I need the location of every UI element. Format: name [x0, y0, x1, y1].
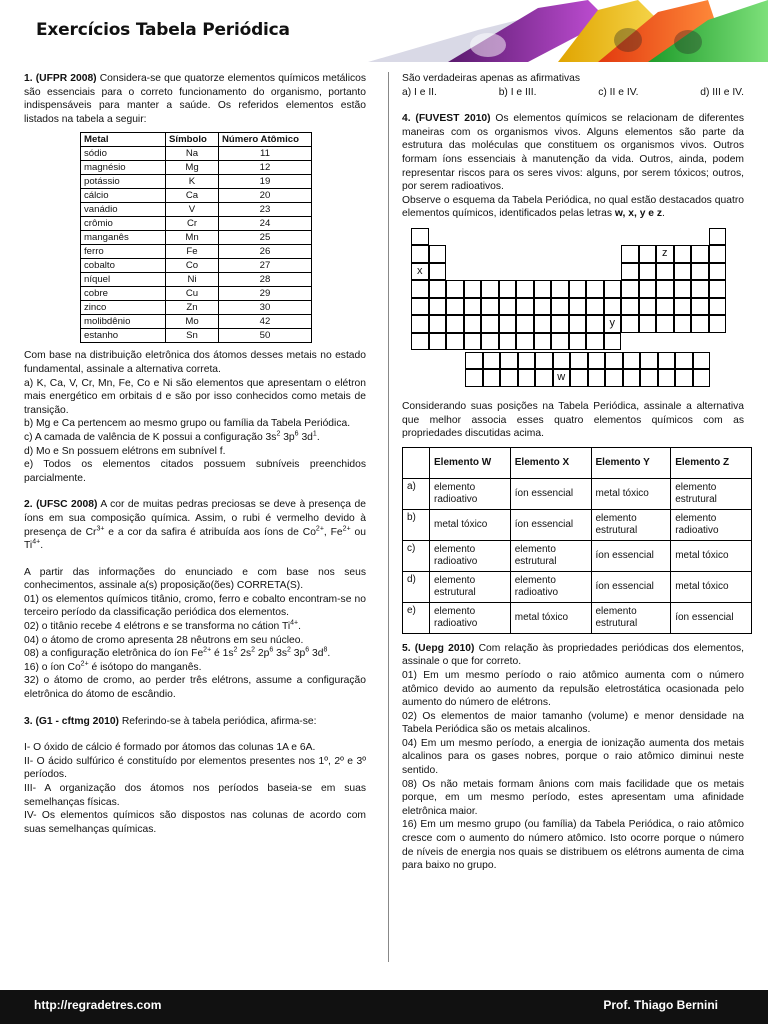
f-block-cell: [465, 369, 483, 387]
periodic-table-cell: [516, 315, 534, 333]
f-block-cell: [693, 352, 711, 370]
q4-table-header-row: [403, 447, 752, 478]
metals-table-cell: sódio: [81, 147, 166, 161]
periodic-table-cell: [709, 263, 727, 281]
periodic-table-cell: [586, 280, 604, 298]
metals-table-cell: 20: [219, 189, 312, 203]
metals-table-cell: Mn: [166, 231, 219, 245]
periodic-table-cell: [411, 315, 429, 333]
periodic-table-diagram: [412, 229, 728, 333]
periodic-table-cell: [551, 280, 569, 298]
metals-table-header: Símbolo: [166, 133, 219, 147]
periodic-table-cell: [446, 315, 464, 333]
f-block-cell: [658, 352, 676, 370]
f-block-cell: [500, 369, 518, 387]
q4-table-header: Elemento X: [510, 447, 591, 478]
periodic-table-cell: [569, 315, 587, 333]
metals-table-cell: manganês: [81, 231, 166, 245]
f-block-cell: [500, 352, 518, 370]
periodic-table-cell: [569, 280, 587, 298]
periodic-table-cell: [551, 298, 569, 316]
periodic-table-cell: [586, 298, 604, 316]
periodic-table-cell: [586, 315, 604, 333]
periodic-table-cell: [709, 245, 727, 263]
metals-table-row: [81, 203, 312, 217]
q4-table-row: [403, 602, 752, 633]
q3-intro: 3. (G1 - cftmg 2010) Referindo-se à tabela periódica, afirma-se:: [24, 715, 317, 727]
f-block-cell: [465, 352, 483, 370]
periodic-table-cell: [464, 298, 482, 316]
element-x-cell: x: [411, 263, 429, 281]
f-block-cell: [588, 352, 606, 370]
q2-option-01: 01) os elementos químicos titânio, cromo, ferro e cobalto encontram-se no terceiro período da classificação periódica dos elementos.: [24, 593, 366, 619]
periodic-table-cell: [481, 298, 499, 316]
column-divider: [388, 72, 389, 962]
periodic-table-cell: [691, 263, 709, 281]
footer-url-link[interactable]: http://regradetres.com: [34, 998, 162, 1012]
metals-table-cell: Ca: [166, 189, 219, 203]
q5-option-01: 01) Em um mesmo período o raio atômico aumenta com o número atômico devido ao aumento da repulsão eletrostática ocasionada pelo aumento do número de elétrons.: [402, 669, 744, 709]
periodic-table-cell: [516, 333, 534, 351]
metals-table-row: [81, 259, 312, 273]
f-block-cell: [693, 369, 711, 387]
periodic-table-cell: [464, 333, 482, 351]
metals-table-cell: magnésio: [81, 161, 166, 175]
element-y-cell: y: [604, 315, 622, 333]
f-block-cell: [640, 369, 658, 387]
q4-table-cell: íon essencial: [671, 602, 752, 633]
periodic-table-cell: [691, 298, 709, 316]
q3-options: [402, 86, 744, 100]
element-z-cell: z: [656, 245, 674, 263]
q4-table-header: Elemento W: [430, 447, 511, 478]
periodic-table-cell: [481, 280, 499, 298]
periodic-table-cell: [499, 315, 517, 333]
periodic-table-cell: [481, 333, 499, 351]
element-w-cell: w: [553, 369, 571, 387]
q3-option-b: b) I e III.: [498, 86, 537, 98]
metals-table-cell: 28: [219, 273, 312, 287]
periodic-table-cell: [639, 280, 657, 298]
periodic-table-cell: [656, 298, 674, 316]
f-block-cell: [623, 369, 641, 387]
periodic-table-cell: [429, 333, 447, 351]
metals-table-cell: 24: [219, 217, 312, 231]
metals-table-row: [81, 217, 312, 231]
metals-table-row: [81, 245, 312, 259]
f-block-cell: [623, 352, 641, 370]
f-block-cell: [570, 352, 588, 370]
metals-table-cell: molibdênio: [81, 315, 166, 329]
q1-stem: Com base na distribuição eletrônica dos átomos desses metais no estado fundamental, assinale a alternativa correta.: [24, 350, 366, 375]
periodic-table-cell: [691, 245, 709, 263]
periodic-table-cell: [569, 333, 587, 351]
q3-option-d: d) III e IV.: [700, 86, 744, 98]
periodic-table-cell: [429, 298, 447, 316]
metals-table-cell: 25: [219, 231, 312, 245]
q4-table-cell: elemento estrutural: [591, 509, 671, 540]
f-block-cell: [553, 352, 571, 370]
metals-table-row: [81, 147, 312, 161]
periodic-table-cell: [499, 333, 517, 351]
metals-table-cell: Cu: [166, 287, 219, 301]
periodic-table-cell: [709, 228, 727, 246]
q4-table-cell: elemento estrutural: [430, 571, 511, 602]
periodic-table-cell: [639, 263, 657, 281]
periodic-table-cell: [499, 280, 517, 298]
q4-table-row: [403, 540, 752, 571]
metals-table-row: [81, 231, 312, 245]
metals-table-cell: 30: [219, 301, 312, 315]
periodic-table-cell: [534, 333, 552, 351]
metals-table-cell: 29: [219, 287, 312, 301]
q4-table-cell: metal tóxico: [671, 571, 752, 602]
periodic-table-cell: [551, 315, 569, 333]
metals-table-cell: Mo: [166, 315, 219, 329]
periodic-table-cell: [604, 280, 622, 298]
periodic-table-cell: [674, 263, 692, 281]
q3-stem: São verdadeiras apenas as afirmativas: [402, 73, 581, 84]
metals-table-cell: cálcio: [81, 189, 166, 203]
metals-table-row: [81, 175, 312, 189]
periodic-table-cell: [674, 298, 692, 316]
right-column: [402, 72, 744, 873]
periodic-table-cell: [639, 245, 657, 263]
test-tubes-image: [328, 0, 768, 62]
f-block-cell: [605, 352, 623, 370]
q2-option-32: 32) o átomo de cromo, ao perder três elétrons, assume a configuração eletrônica do átomo de escândio.: [24, 675, 366, 701]
metals-table-cell: 19: [219, 175, 312, 189]
periodic-table-cell: [621, 263, 639, 281]
metals-table-row: [81, 315, 312, 329]
periodic-table-cell: [621, 245, 639, 263]
f-block-cell: [605, 369, 623, 387]
metals-table-row: [81, 161, 312, 175]
q2-option-16: 16) o íon $Co^{2+}$ é isótopo do manganês.: [24, 660, 202, 673]
footer-author: Prof. Thiago Bernini: [603, 998, 718, 1012]
metals-table-cell: 42: [219, 315, 312, 329]
periodic-table-cell: [534, 315, 552, 333]
q4-table-cell: metal tóxico: [591, 478, 671, 509]
q4-table-cell: d): [403, 571, 430, 602]
metals-table-cell: estanho: [81, 329, 166, 343]
metals-table-header: Número Atômico: [219, 133, 312, 147]
q2-option-08: 08) a configuração eletrônica do íon $Fe^{2+}$ é $1s^2$ $2s^2$ $2p^6$ $3s^2$ $3p^6$ $3d^8$.: [24, 646, 331, 660]
periodic-table-cell: [464, 315, 482, 333]
q2-stem: A partir das informações do enunciado e com base nos seus conhecimentos, assinale a(s) proposição(ões) CORRETA(S).: [24, 566, 366, 592]
periodic-table-cell: [534, 298, 552, 316]
periodic-table-cell: [709, 280, 727, 298]
q4-table-cell: a): [403, 478, 430, 509]
f-block-cell: [535, 369, 553, 387]
periodic-table-cell: [464, 280, 482, 298]
periodic-table-cell: [446, 280, 464, 298]
metals-table-row: [81, 301, 312, 315]
metals-table-cell: 11: [219, 147, 312, 161]
periodic-table-cell: [621, 298, 639, 316]
q4-table-cell: metal tóxico: [671, 540, 752, 571]
q1-option-d: d) Mo e Sn possuem elétrons em subnível f.: [24, 445, 226, 457]
metals-table-cell: Fe: [166, 245, 219, 259]
periodic-table-cell: [604, 298, 622, 316]
periodic-table-cell: [709, 298, 727, 316]
q4-table-cell: elemento estrutural: [591, 602, 671, 633]
periodic-table-cell: [586, 333, 604, 351]
periodic-table-cell: [674, 280, 692, 298]
periodic-table-cell: [639, 298, 657, 316]
metals-table-row: [81, 329, 312, 343]
periodic-table-cell: [551, 333, 569, 351]
metals-table-row: [81, 189, 312, 203]
metals-table-cell: 12: [219, 161, 312, 175]
periodic-table-cell: [411, 245, 429, 263]
q1-option-c: c) A camada de valência de K possui a configuração $3s^2$ $3p^6$ $3d^1$.: [24, 430, 320, 443]
q4-table-cell: íon essencial: [591, 540, 671, 571]
periodic-table-cell: [674, 315, 692, 333]
periodic-table-cell: [604, 333, 622, 351]
periodic-table-cell: [411, 228, 429, 246]
periodic-table-cell: [516, 298, 534, 316]
q3-item-1: I- O óxido de cálcio é formado por átomos das colunas 1A e 6A.: [24, 742, 316, 754]
periodic-table-cell: [639, 315, 657, 333]
metals-table: [80, 132, 312, 343]
periodic-table-cell: [481, 315, 499, 333]
q1-option-e: e) Todos os elementos citados possuem subníveis preenchidos parcialmente.: [24, 459, 366, 484]
q2-intro: 2. (UFSC 2008) A cor de muitas pedras preciosas se deve à presença de íons em sua composição química. Assim, o rubi é vermelho devido à presença de $Cr^{3+}$ e a cor da safira é atribuída aos íons de $Co^{2+}$, $Fe^{2+}$ ou $Ti^{4+}$.: [24, 499, 366, 552]
q4-stem: Considerando suas posições na Tabela Periódica, assinale a alternativa que melhor associa esses quatro elementos químicos com as propriedades discutidas acima.: [402, 400, 744, 440]
page-footer: [0, 990, 768, 1024]
metals-table-cell: Mg: [166, 161, 219, 175]
q1-option-a: a) K, Ca, V, Cr, Mn, Fe, Co e Ni são elementos que apresentam o elétron mais energético em orbitais d e são por isso conhecidos como metais de transição.: [24, 377, 366, 416]
page-title: Exercícios Tabela Periódica: [36, 20, 290, 40]
q4-table-cell: elemento radioativo: [430, 540, 511, 571]
q4-table-cell: elemento estrutural: [510, 540, 591, 571]
periodic-table-cell: [569, 298, 587, 316]
q1-intro: 1. (UFPR 2008) Considera-se que quatorze elementos químicos metálicos são essenciais para o correto funcionamento do organismo, portanto indispensáveis para manter a saúde. Os referidos elementos estão listados na tabela a seguir:: [24, 73, 367, 125]
q2-option-02: 02) o titânio recebe 4 elétrons e se transforma no cátion $Ti^{4+}$.: [24, 619, 302, 633]
metals-table-cell: Sn: [166, 329, 219, 343]
q3-item-3: III- A organização dos átomos nos períodos baseia-se em suas semelhanças físicas.: [24, 783, 366, 808]
periodic-table-cell: [411, 333, 429, 351]
metals-table-cell: Zn: [166, 301, 219, 315]
q4-table-cell: e): [403, 602, 430, 633]
f-block-cell: [675, 352, 693, 370]
q3-option-c: c) II e IV.: [598, 86, 639, 98]
q4-table-cell: íon essencial: [510, 478, 591, 509]
q4-answer-table: [402, 447, 752, 634]
q2-option-04: 04) o átomo de cromo apresenta 28 nêutrons em seu núcleo.: [24, 634, 304, 646]
metals-table-cell: crômio: [81, 217, 166, 231]
metals-table-cell: K: [166, 175, 219, 189]
metals-table-cell: 50: [219, 329, 312, 343]
f-block-cell: [483, 369, 501, 387]
q4-table-cell: elemento radioativo: [430, 478, 511, 509]
metals-table-cell: ferro: [81, 245, 166, 259]
q4-table-header: Elemento Y: [591, 447, 671, 478]
q4-table-cell: b): [403, 509, 430, 540]
metals-table-cell: zinco: [81, 301, 166, 315]
f-block-cell: [640, 352, 658, 370]
metals-table-cell: 26: [219, 245, 312, 259]
periodic-table-cell: [656, 315, 674, 333]
q4-table-row: [403, 571, 752, 602]
q3-item-2: II- O ácido sulfúrico é constituído por elementos presentes nos 1º, 2º e 3º períodos.: [24, 755, 366, 781]
q4-table-cell: elemento radioativo: [671, 509, 752, 540]
periodic-table-cell: [534, 280, 552, 298]
periodic-table-cell: [656, 280, 674, 298]
metals-table-cell: cobalto: [81, 259, 166, 273]
periodic-table-cell: [691, 315, 709, 333]
q4-table-cell: íon essencial: [591, 571, 671, 602]
f-block-cell: [675, 369, 693, 387]
q5-option-08: 08) Os não metais formam ânions com mais facilidade que os metais porque, em um mesmo período, estes apresentam uma afinidade eletrônica maior.: [402, 778, 744, 817]
periodic-table-cell: [674, 245, 692, 263]
periodic-table-cell: [429, 263, 447, 281]
q4-table-cell: elemento estrutural: [671, 478, 752, 509]
periodic-table-cell: [429, 280, 447, 298]
metals-table-cell: potássio: [81, 175, 166, 189]
periodic-table-cell: [621, 315, 639, 333]
periodic-table-cell: [621, 280, 639, 298]
metals-table-cell: Na: [166, 147, 219, 161]
left-column: [24, 72, 366, 836]
metals-table-cell: 23: [219, 203, 312, 217]
metals-table-cell: níquel: [81, 273, 166, 287]
periodic-table-cell: [656, 263, 674, 281]
q4-table-cell: c): [403, 540, 430, 571]
q4-table-cell: íon essencial: [510, 509, 591, 540]
metals-table-cell: V: [166, 203, 219, 217]
f-block-cell: [518, 369, 536, 387]
f-block-cell: [588, 369, 606, 387]
q5-option-02: 02) Os elementos de maior tamanho (volume) e menor densidade na Tabela Periódica são os metais alcalinos.: [402, 710, 744, 736]
q1-option-b: b) Mg e Ca pertencem ao mesmo grupo ou família da Tabela Periódica.: [24, 418, 351, 430]
metals-table-header: Metal: [81, 133, 166, 147]
q4-table-row: [403, 478, 752, 509]
periodic-table-cell: [446, 333, 464, 351]
periodic-table-cell: [691, 280, 709, 298]
periodic-table-cell: [446, 298, 464, 316]
periodic-table-cell: [411, 298, 429, 316]
q3-item-4: IV- Os elementos químicos são dispostos nas colunas de acordo com suas semelhanças químicas.: [24, 810, 366, 835]
periodic-table-cell: [411, 280, 429, 298]
q4-table-cell: elemento radioativo: [430, 602, 511, 633]
f-block-cell: [658, 369, 676, 387]
metals-table-cell: Ni: [166, 273, 219, 287]
periodic-table-cell: [499, 298, 517, 316]
periodic-table-cell: [429, 315, 447, 333]
periodic-table-f-block: [466, 353, 666, 387]
metals-table-row: [81, 273, 312, 287]
page-header: [0, 0, 768, 62]
q4-table-cell: metal tóxico: [510, 602, 591, 633]
metals-table-cell: Cr: [166, 217, 219, 231]
q4-intro: 4. (FUVEST 2010) Os elementos químicos se relacionam de diferentes maneiras com os organismos vivos. Alguns elementos são parte da estrutura das moléculas que constituem os organismos vivos. Outros formam íons essenciais à manutenção da vida. Outros, ainda, podem representar riscos para os seres vivos: alguns, por serem tóxicos; outros, por serem radioativos.: [402, 113, 744, 193]
q4-table-header: Elemento Z: [671, 447, 752, 478]
f-block-cell: [570, 369, 588, 387]
metals-table-row: [81, 287, 312, 301]
q5-option-16: 16) Em um mesmo grupo (ou família) da Tabela Periódica, o raio atômico cresce com o aumento do número atômico. Isto ocorre porque o número de níveis de energia nos quais se distribuem os elétrons aumenta de cima para baixo no grupo.: [402, 819, 744, 872]
metals-table-cell: cobre: [81, 287, 166, 301]
q4-table-row: [403, 509, 752, 540]
periodic-table-cell: [709, 315, 727, 333]
f-block-cell: [535, 352, 553, 370]
periodic-table-cell: [429, 245, 447, 263]
metals-table-cell: vanádio: [81, 203, 166, 217]
metals-table-cell: Co: [166, 259, 219, 273]
q5-intro: 5. (Uepg 2010) Com relação às propriedades periódicas dos elementos, assinale o que for correto.: [402, 642, 744, 668]
q4-intro-2: Observe o esquema da Tabela Periódica, no qual estão destacados quatro elementos químicos, identificados pelas letras w, x, y e z.: [402, 194, 744, 220]
f-block-cell: [483, 352, 501, 370]
metals-table-cell: 27: [219, 259, 312, 273]
f-block-cell: [518, 352, 536, 370]
q4-table-cell: elemento radioativo: [510, 571, 591, 602]
q4-table-header: [403, 447, 430, 478]
q5-option-04: 04) Em um mesmo período, a energia de ionização aumenta dos metais alcalinos para os gases nobres, porque o raio atômico diminui neste sentido.: [402, 737, 744, 777]
q3-option-a: a) I e II.: [402, 86, 437, 98]
periodic-table-cell: [516, 280, 534, 298]
q4-table-cell: metal tóxico: [430, 509, 511, 540]
